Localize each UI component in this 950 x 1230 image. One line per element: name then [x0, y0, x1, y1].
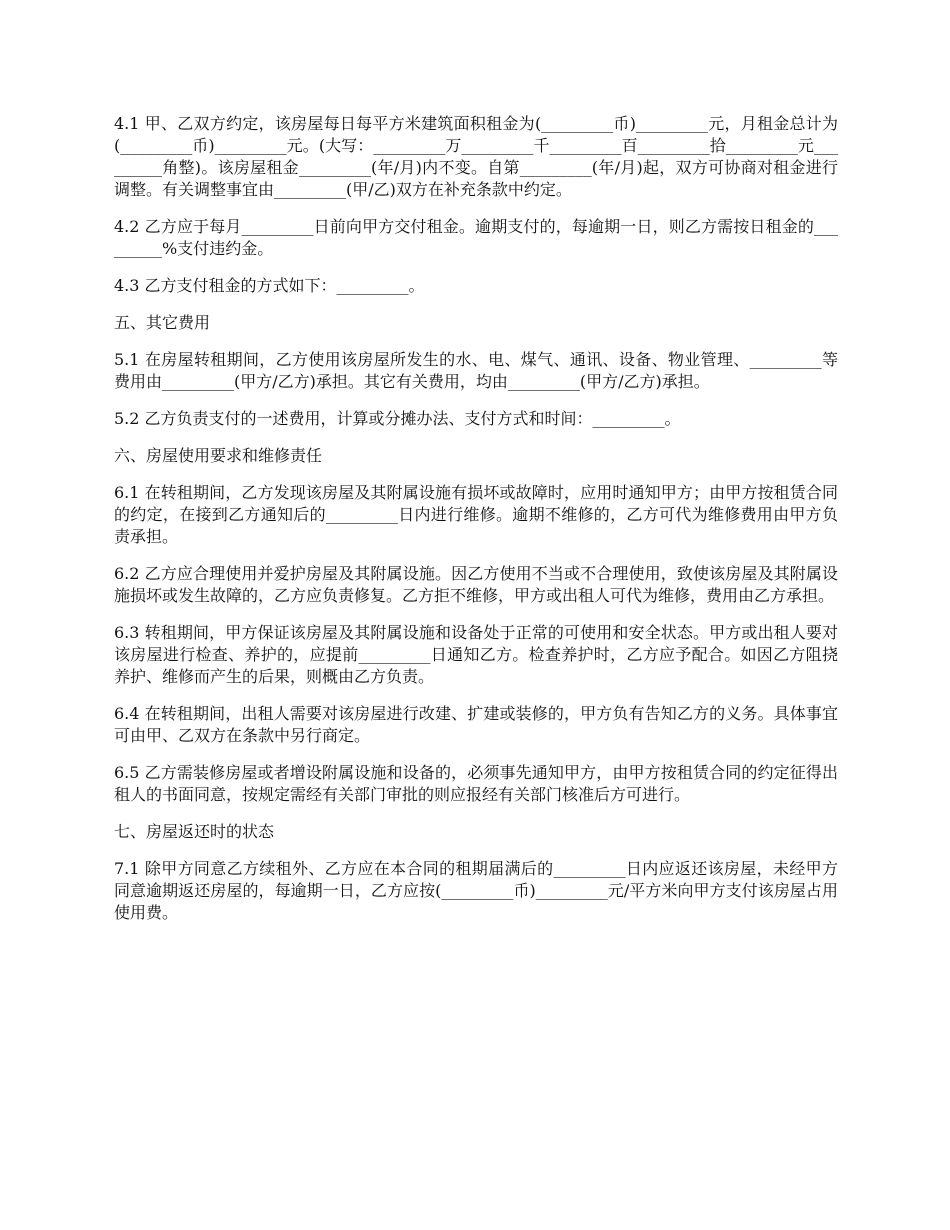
document-body	[114, 113, 838, 939]
section-heading-5: 五、其它费用	[114, 313, 211, 332]
section-heading-7: 七、房屋返还时的状态	[114, 822, 275, 841]
clause-6-1: 6.1 在转租期间，乙方发现该房屋及其附属设施有损坏或故障时，应用时通知甲方；由甲方按租赁合同的约定，在接到乙方通知后的_________日内进行维修。逾期不维修的，乙方可代为维修费用由甲方负责承担。	[114, 483, 838, 546]
clause-5-1: 5.1 在房屋转租期间，乙方使用该房屋所发生的水、电、煤气、通讯、设备、物业管理、_________等费用由_________(甲方/乙方)承担。其它有关费用，均由_________(甲方/乙方)承担。	[114, 350, 838, 391]
clause-7-1: 7.1 除甲方同意乙方续租外、乙方应在本合同的租期届满后的_________日内应返还该房屋，未经甲方同意逾期返还房屋的，每逾期一日，乙方应按(_________币)_________元/平方米向甲方支付该房屋占用使用费。	[114, 859, 838, 922]
section-heading-6: 六、房屋使用要求和维修责任	[114, 446, 323, 465]
clause-6-4: 6.4 在转租期间，出租人需要对该房屋进行改建、扩建或装修的，甲方负有告知乙方的义务。具体事宜可由甲、乙双方在条款中另行商定。	[114, 704, 838, 745]
clause-4-3: 4.3 乙方支付租金的方式如下：_________。	[114, 276, 425, 295]
clause-5-2: 5.2 乙方负责支付的一述费用，计算或分摊办法、支付方式和时间：_________。	[114, 409, 681, 428]
clause-6-3: 6.3 转租期间，甲方保证该房屋及其附属设施和设备处于正常的可使用和安全状态。甲方或出租人要对该房屋进行检查、养护的，应提前_________日通知乙方。检查养护时，乙方应予配合。如因乙方阻挠养护、维修而产生的后果，则概由乙方负责。	[114, 623, 838, 686]
clause-6-5: 6.5 乙方需装修房屋或者增设附属设施和设备的，必须事先通知甲方，由甲方按租赁合同的约定征得出租人的书面同意，按规定需经有关部门审批的则应报经有关部门核准后方可进行。	[114, 763, 838, 804]
clause-4-1: 4.1 甲、乙双方约定，该房屋每日每平方米建筑面积租金为(_________币)_________元，月租金总计为(_________币)_________元。(大写：_________万_________千_________百_________拾_________元_________角整)。该房屋租金_________(年/月)内不变。自第_________(年/月)起，双方可协商对租金进行调整。有关调整事宜由_________(甲/乙)双方在补充条款中约定。	[114, 114, 838, 199]
clause-4-2: 4.2 乙方应于每月_________日前向甲方交付租金。逾期支付的，每逾期一日，则乙方需按日租金的_________%支付违约金。	[114, 217, 838, 258]
clause-6-2: 6.2 乙方应合理使用并爱护房屋及其附属设施。因乙方使用不当或不合理使用，致使该房屋及其附属设施损坏或发生故障的，乙方应负责修复。乙方拒不维修，甲方或出租人可代为维修，费用由乙方承担。	[114, 564, 838, 605]
